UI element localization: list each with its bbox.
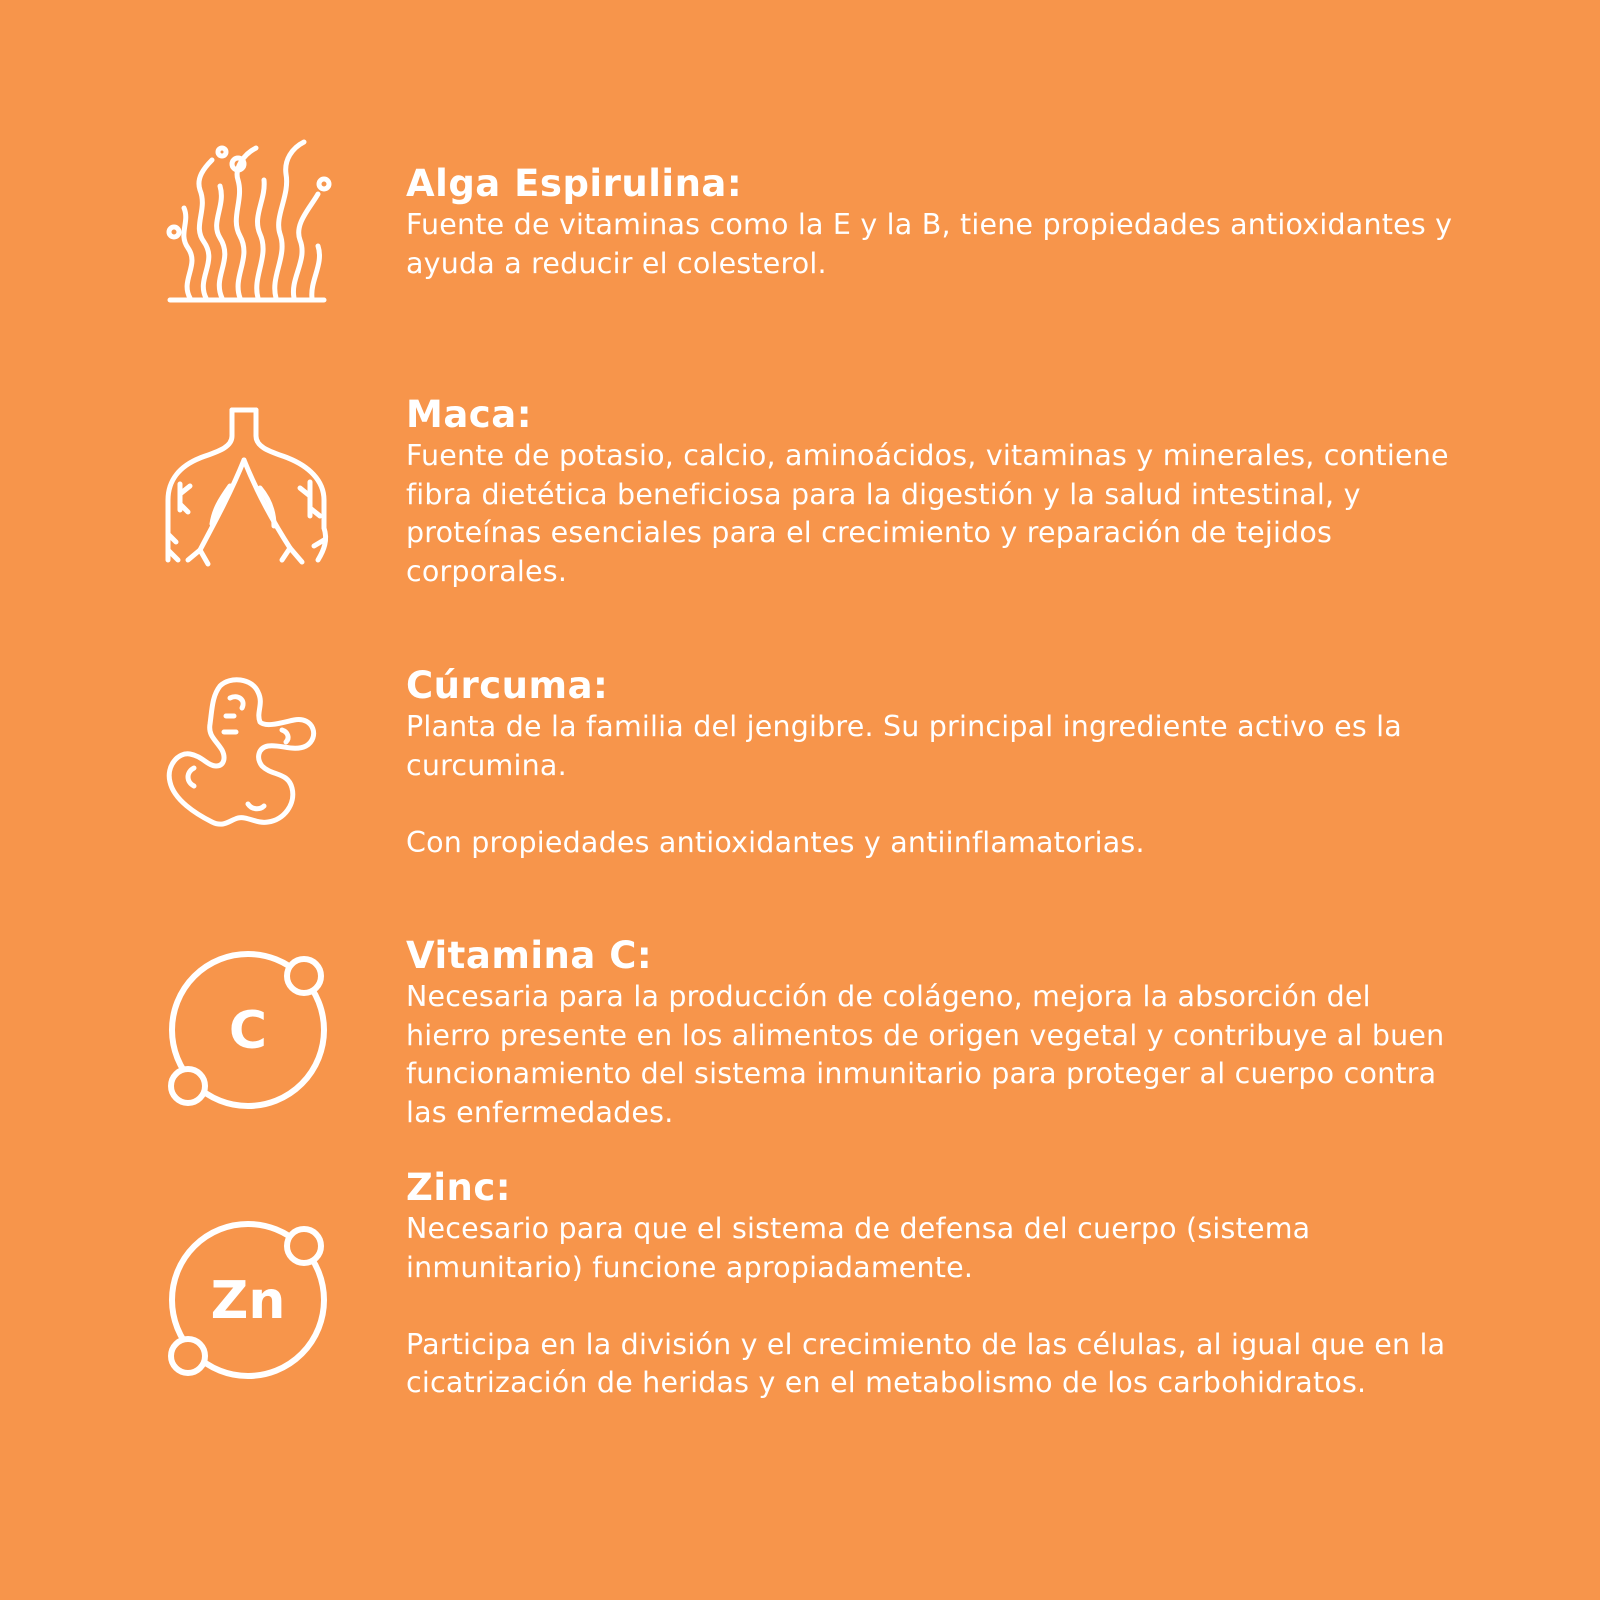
zinc-label: Zn [210, 1271, 286, 1331]
ingredient-title: Vitamina C: [406, 934, 653, 977]
ingredient-text [406, 1166, 1456, 1403]
ingredient-description: Con propiedades antioxidantes y antiinflamatorias. [406, 825, 1145, 859]
ingredient-text [406, 934, 1456, 1132]
ingredient-description: Participa en la división y el crecimiento de las células, al igual que en la cicatrización de heridas y en el metabolismo de los carbohidratos. [406, 1327, 1446, 1399]
ingredient-text [406, 162, 1456, 283]
ingredient-description: Fuente de potasio, calcio, aminoácidos, vitaminas y minerales, contiene fibra dietética beneficiosa para la digestión y la salud intestinal, y proteínas esenciales para el crecimiento y reparación de tejidos corporales. [406, 439, 1449, 588]
turmeric-root-icon [160, 670, 340, 850]
ingredient-title: Maca: [406, 393, 532, 436]
maca-root-icon [160, 400, 340, 580]
ingredient-text [406, 393, 1456, 591]
ingredient-description: Necesaria para la producción de colágeno, mejora la absorción del hierro presente en los alimentos de origen vegetal y contribuye al buen funcionamiento del sistema inmunitario para proteger al cuerpo contra las enfermedades. [406, 980, 1445, 1129]
ingredient-description: Necesario para que el sistema de defensa del cuerpo (sistema inmunitario) funcione apropiadamente. [406, 1212, 1311, 1284]
ingredient-title: Zinc: [406, 1166, 512, 1209]
seaweed-icon [160, 130, 340, 310]
vitamin-c-label: C [228, 1001, 268, 1061]
ingredient-description: Planta de la familia del jengibre. Su principal ingrediente activo es la curcumina. [406, 710, 1402, 782]
ingredient-title: Alga Espirulina: [406, 162, 743, 205]
ingredient-description: Fuente de vitaminas como la E y la B, tiene propiedades antioxidantes y ayuda a reducir el colesterol. [406, 208, 1453, 280]
ingredient-text [406, 664, 1456, 862]
vitamin-c-icon [160, 940, 340, 1120]
ingredient-title: Cúrcuma: [406, 664, 609, 707]
zinc-icon [160, 1210, 340, 1390]
